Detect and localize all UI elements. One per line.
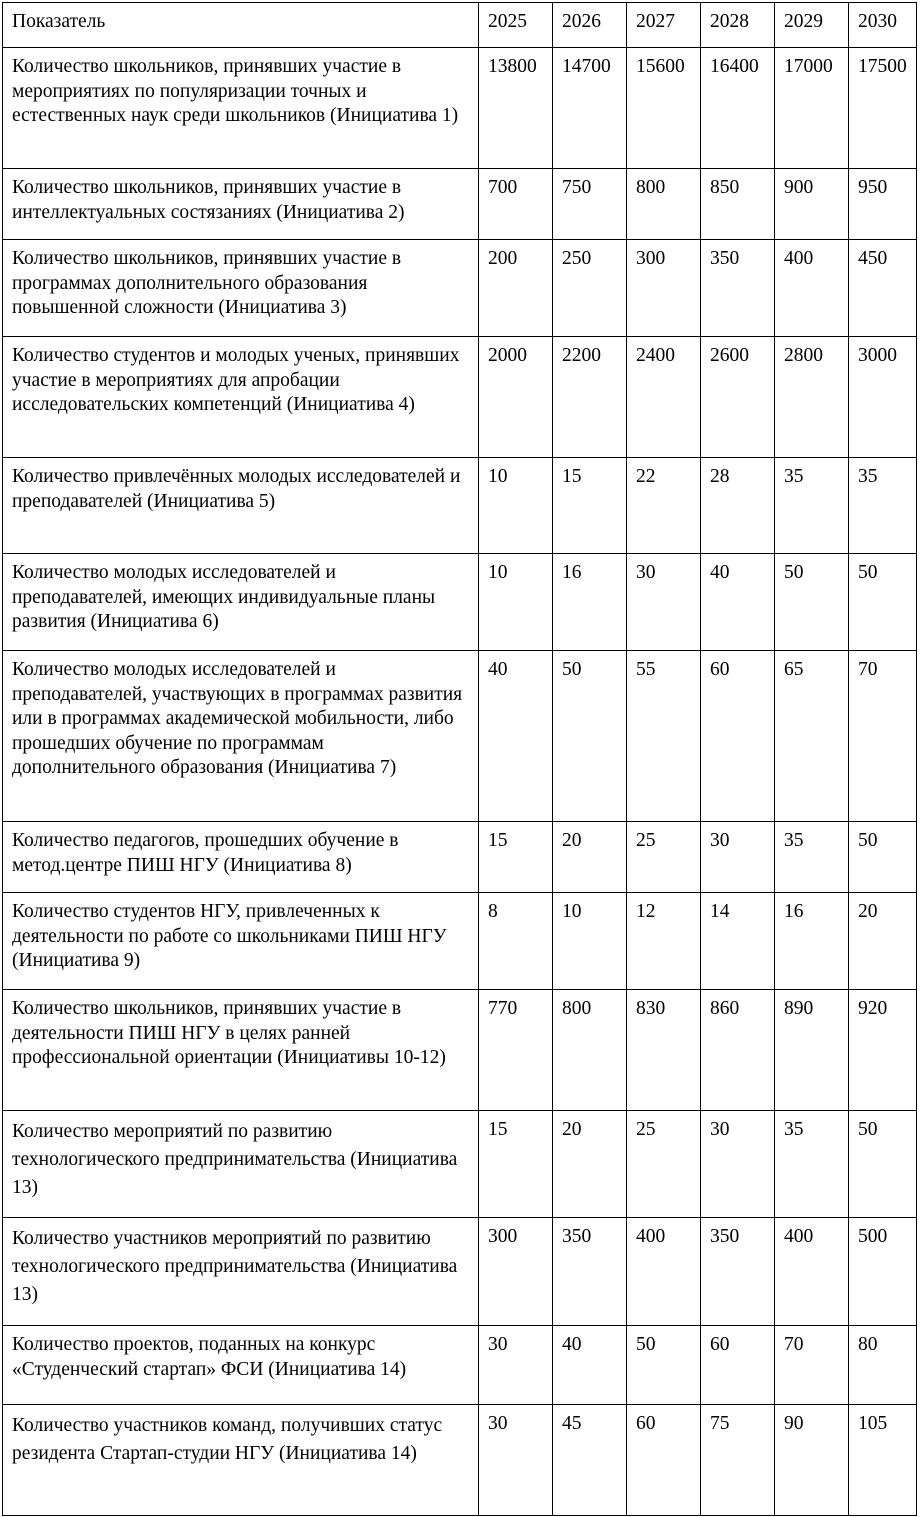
value-2029: 65 [775,651,849,822]
value-2026: 350 [553,1218,627,1326]
indicator-label: Количество школьников, принявших участие в деятельности ПИШ НГУ в целях ранней профессиональной ориентации (Инициативы 10-12) [3,990,479,1111]
value-2026: 16 [553,554,627,651]
value-2025: 15 [479,1111,553,1218]
header-year-2027: 2027 [627,3,701,48]
table-row [3,240,917,337]
table-row [3,458,917,554]
table-row [3,990,917,1111]
table-row [3,1111,917,1218]
value-2025: 770 [479,990,553,1111]
table-row [3,822,917,893]
value-2029: 70 [775,1326,849,1405]
indicator-label: Количество студентов НГУ, привлеченных к деятельности по работе со школьниками ПИШ НГУ (Инициатива 9) [3,893,479,990]
table-row [3,1326,917,1405]
indicator-label: Количество участников команд, получивших статус резидента Стартап-студии НГУ (Инициатива 14) [3,1405,479,1516]
value-2029: 16 [775,893,849,990]
value-2028: 60 [701,651,775,822]
value-2026: 250 [553,240,627,337]
value-2028: 2600 [701,337,775,458]
value-2026: 800 [553,990,627,1111]
indicator-label: Количество молодых исследователей и преподавателей, участвующих в программах развития или в программах академической мобильности, либо прошедших обучение по программам дополнительного образования (Инициатива 7) [3,651,479,822]
table-row [3,554,917,651]
table-row [3,169,917,240]
indicator-label: Количество участников мероприятий по развитию технологического предпринимательства (Инициатива 13) [3,1218,479,1326]
value-2030: 20 [849,893,917,990]
table-row [3,337,917,458]
value-2029: 35 [775,458,849,554]
value-2027: 55 [627,651,701,822]
value-2026: 14700 [553,48,627,169]
value-2026: 40 [553,1326,627,1405]
indicator-label: Количество студентов и молодых ученых, принявших участие в мероприятиях для апробации исследовательских компетенций (Инициатива 4) [3,337,479,458]
value-2030: 950 [849,169,917,240]
value-2028: 350 [701,240,775,337]
value-2028: 40 [701,554,775,651]
value-2026: 50 [553,651,627,822]
value-2029: 400 [775,240,849,337]
value-2025: 10 [479,458,553,554]
value-2029: 2800 [775,337,849,458]
value-2029: 890 [775,990,849,1111]
value-2028: 60 [701,1326,775,1405]
table-row [3,48,917,169]
value-2029: 17000 [775,48,849,169]
value-2026: 45 [553,1405,627,1516]
header-year-2029: 2029 [775,3,849,48]
indicator-label: Количество привлечённых молодых исследователей и преподавателей (Инициатива 5) [3,458,479,554]
value-2025: 40 [479,651,553,822]
value-2028: 850 [701,169,775,240]
value-2028: 75 [701,1405,775,1516]
value-2029: 900 [775,169,849,240]
value-2025: 30 [479,1405,553,1516]
value-2028: 350 [701,1218,775,1326]
value-2030: 35 [849,458,917,554]
value-2025: 2000 [479,337,553,458]
indicator-label: Количество мероприятий по развитию технологического предпринимательства (Инициатива 13) [3,1111,479,1218]
value-2026: 20 [553,1111,627,1218]
value-2026: 20 [553,822,627,893]
value-2030: 80 [849,1326,917,1405]
value-2028: 28 [701,458,775,554]
header-year-2028: 2028 [701,3,775,48]
value-2025: 13800 [479,48,553,169]
value-2025: 10 [479,554,553,651]
value-2028: 860 [701,990,775,1111]
table-row [3,1218,917,1326]
table-row [3,1405,917,1516]
value-2030: 50 [849,822,917,893]
value-2027: 300 [627,240,701,337]
header-year-2026: 2026 [553,3,627,48]
indicators-table [2,2,917,1516]
value-2027: 22 [627,458,701,554]
value-2030: 105 [849,1405,917,1516]
value-2029: 35 [775,1111,849,1218]
value-2026: 2200 [553,337,627,458]
value-2027: 25 [627,1111,701,1218]
header-year-2030: 2030 [849,3,917,48]
indicator-label: Количество школьников, принявших участие в мероприятиях по популяризации точных и естественных наук среди школьников (Инициатива 1) [3,48,479,169]
value-2027: 30 [627,554,701,651]
indicator-label: Количество проектов, поданных на конкурс «Студенческий стартап» ФСИ (Инициатива 14) [3,1326,479,1405]
value-2025: 700 [479,169,553,240]
value-2029: 50 [775,554,849,651]
indicator-label: Количество школьников, принявших участие в программах дополнительного образования повышенной сложности (Инициатива 3) [3,240,479,337]
value-2028: 30 [701,1111,775,1218]
value-2030: 920 [849,990,917,1111]
header-year-2025: 2025 [479,3,553,48]
value-2027: 60 [627,1405,701,1516]
value-2027: 12 [627,893,701,990]
indicator-label: Количество школьников, принявших участие в интеллектуальных состязаниях (Инициатива 2) [3,169,479,240]
value-2025: 300 [479,1218,553,1326]
value-2027: 15600 [627,48,701,169]
value-2028: 14 [701,893,775,990]
value-2027: 800 [627,169,701,240]
value-2029: 90 [775,1405,849,1516]
table-header-row [3,3,917,48]
value-2026: 750 [553,169,627,240]
value-2030: 500 [849,1218,917,1326]
value-2025: 8 [479,893,553,990]
value-2025: 15 [479,822,553,893]
value-2030: 70 [849,651,917,822]
value-2028: 30 [701,822,775,893]
value-2029: 400 [775,1218,849,1326]
value-2030: 17500 [849,48,917,169]
value-2028: 16400 [701,48,775,169]
value-2027: 830 [627,990,701,1111]
value-2027: 2400 [627,337,701,458]
header-indicator: Показатель [3,3,479,48]
table-row [3,651,917,822]
value-2027: 50 [627,1326,701,1405]
value-2026: 15 [553,458,627,554]
table-row [3,893,917,990]
value-2027: 400 [627,1218,701,1326]
value-2027: 25 [627,822,701,893]
value-2025: 30 [479,1326,553,1405]
value-2030: 450 [849,240,917,337]
value-2025: 200 [479,240,553,337]
value-2030: 50 [849,1111,917,1218]
indicator-label: Количество педагогов, прошедших обучение в метод.центре ПИШ НГУ (Инициатива 8) [3,822,479,893]
indicator-label: Количество молодых исследователей и преподавателей, имеющих индивидуальные планы развития (Инициатива 6) [3,554,479,651]
value-2030: 3000 [849,337,917,458]
value-2029: 35 [775,822,849,893]
value-2030: 50 [849,554,917,651]
value-2026: 10 [553,893,627,990]
